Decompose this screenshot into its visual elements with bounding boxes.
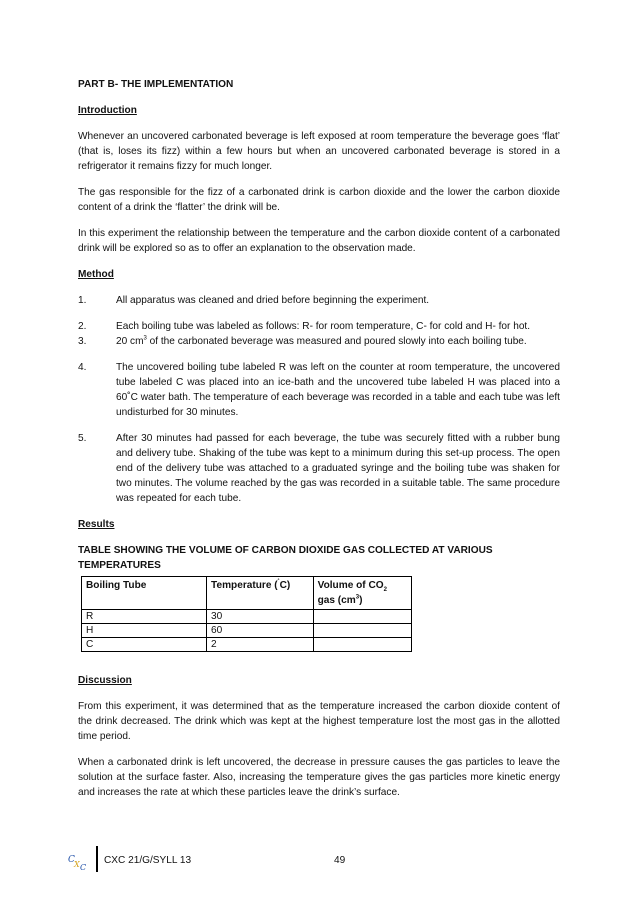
method-step [78,319,560,334]
results-heading: Results [78,519,115,530]
superscript: ˚ [277,579,280,586]
step-text: Each boiling tube was labeled as follows: R- for room temperature, C- for cold and H- for hot. [116,321,531,332]
superscript: 3 [355,594,360,601]
step-text [116,334,560,349]
method-step [78,431,560,506]
discussion-heading: Discussion [78,675,132,686]
step-text-part: of the carbonated beverage was measured and poured slowly into each boiling tube. [146,336,527,347]
cell-volume [313,610,411,624]
header-text: Volume of CO [317,580,384,591]
cell-volume [313,638,411,652]
logo-letter: X [74,860,80,869]
syllabus-code: CXC 21/G/SYLL 13 [104,855,192,866]
discussion-paragraph: When a carbonated drink is left uncovered, the decrease in pressure causes the gas particles to leave the solution at the surface faster. Also, increasing the temperature gives the gas particles more kinetic energy and increases the rate at which these particles leave the drink’s surface. [78,757,560,798]
step-number: 2. [78,321,87,332]
method-step [78,360,560,420]
header-text: C) [279,580,291,591]
method-step [78,293,560,308]
table-row [82,624,412,638]
discussion-paragraph: From this experiment, it was determined that as the temperature increased the carbon dioxide content of the drink decreased. The drink which was kept at the highest temperature lost the most gas in the allotted time period. [78,701,560,742]
results-table [81,576,412,652]
column-header-volume [313,577,411,610]
table-header-row [82,577,412,610]
cell-tube: R [82,610,207,624]
page-content [78,77,560,811]
header-text: Temperature ( [211,580,278,591]
cell-tube: H [82,624,207,638]
step-number: 1. [78,295,87,306]
footer-divider [96,846,98,872]
step-number: 4. [78,362,87,373]
subscript: 2 [383,587,387,594]
table-row [82,638,412,652]
cell-temperature: 2 [207,638,314,652]
table-caption: TABLE SHOWING THE VOLUME OF CARBON DIOXIDE GAS COLLECTED AT VARIOUS TEMPERATURES [78,545,493,571]
table-row [82,610,412,624]
page-number: 49 [334,855,346,866]
step-text-part: 20 cm [116,336,144,347]
step-number: 3. [78,336,87,347]
step-text: After 30 minutes had passed for each beverage, the tube was securely fitted with a rubber bung and delivery tube. Shaking of the tube was kept to a minimum during this set-up process. The open end of the delivery tube was attached to a graduated syringe and the boiling tube was shaken for two minutes. The volume reached by the gas was recorded in a suitable table. The same procedure was repeated for each tube. [116,433,561,504]
cell-temperature: 60 [207,624,314,638]
header-text: ) [359,595,363,606]
logo-letter: C [80,863,87,871]
method-step [78,334,560,349]
column-header-temperature [207,577,314,610]
column-header-boiling-tube: Boiling Tube [82,577,207,610]
introduction-heading: Introduction [78,105,137,116]
superscript: 3 [143,335,147,342]
step-text: The uncovered boiling tube labeled R was left on the counter at room temperature, the uncovered tube labeled C was placed into an ice-bath and the uncovered tube labeled H was placed into a 60˚C water bath. The temperature of each beverage was recorded in a table and each tube was left undisturbed for 30 minutes. [116,362,560,418]
step-text: All apparatus was cleaned and dried before beginning the experiment. [116,295,430,306]
method-heading: Method [78,269,114,280]
intro-paragraph: The gas responsible for the fizz of a carbonated drink is carbon dioxide and the lower the carbon dioxide content of a drink the ‘flatter’ the drink will be. [78,187,560,213]
intro-paragraph: Whenever an uncovered carbonated beverage is left exposed at room temperature the beverage goes ‘flat’ (that is, loses its fizz) within a few hours but when an uncovered carbonated beverage is stored in a refrigerator it remains fizzy for much longer. [78,131,560,172]
cell-tube: C [82,638,207,652]
logo-letter: C [68,855,75,865]
cell-volume [313,624,411,638]
part-title: PART B- THE IMPLEMENTATION [78,79,234,90]
cxc-logo-icon [68,853,90,871]
header-text: gas (cm [317,595,356,606]
intro-paragraph: In this experiment the relationship between the temperature and the carbon dioxide content of a carbonated drink will be explored so as to offer an explanation to the observation made. [78,228,560,254]
step-number: 5. [78,433,87,444]
page-footer [68,852,568,872]
cell-temperature: 30 [207,610,314,624]
